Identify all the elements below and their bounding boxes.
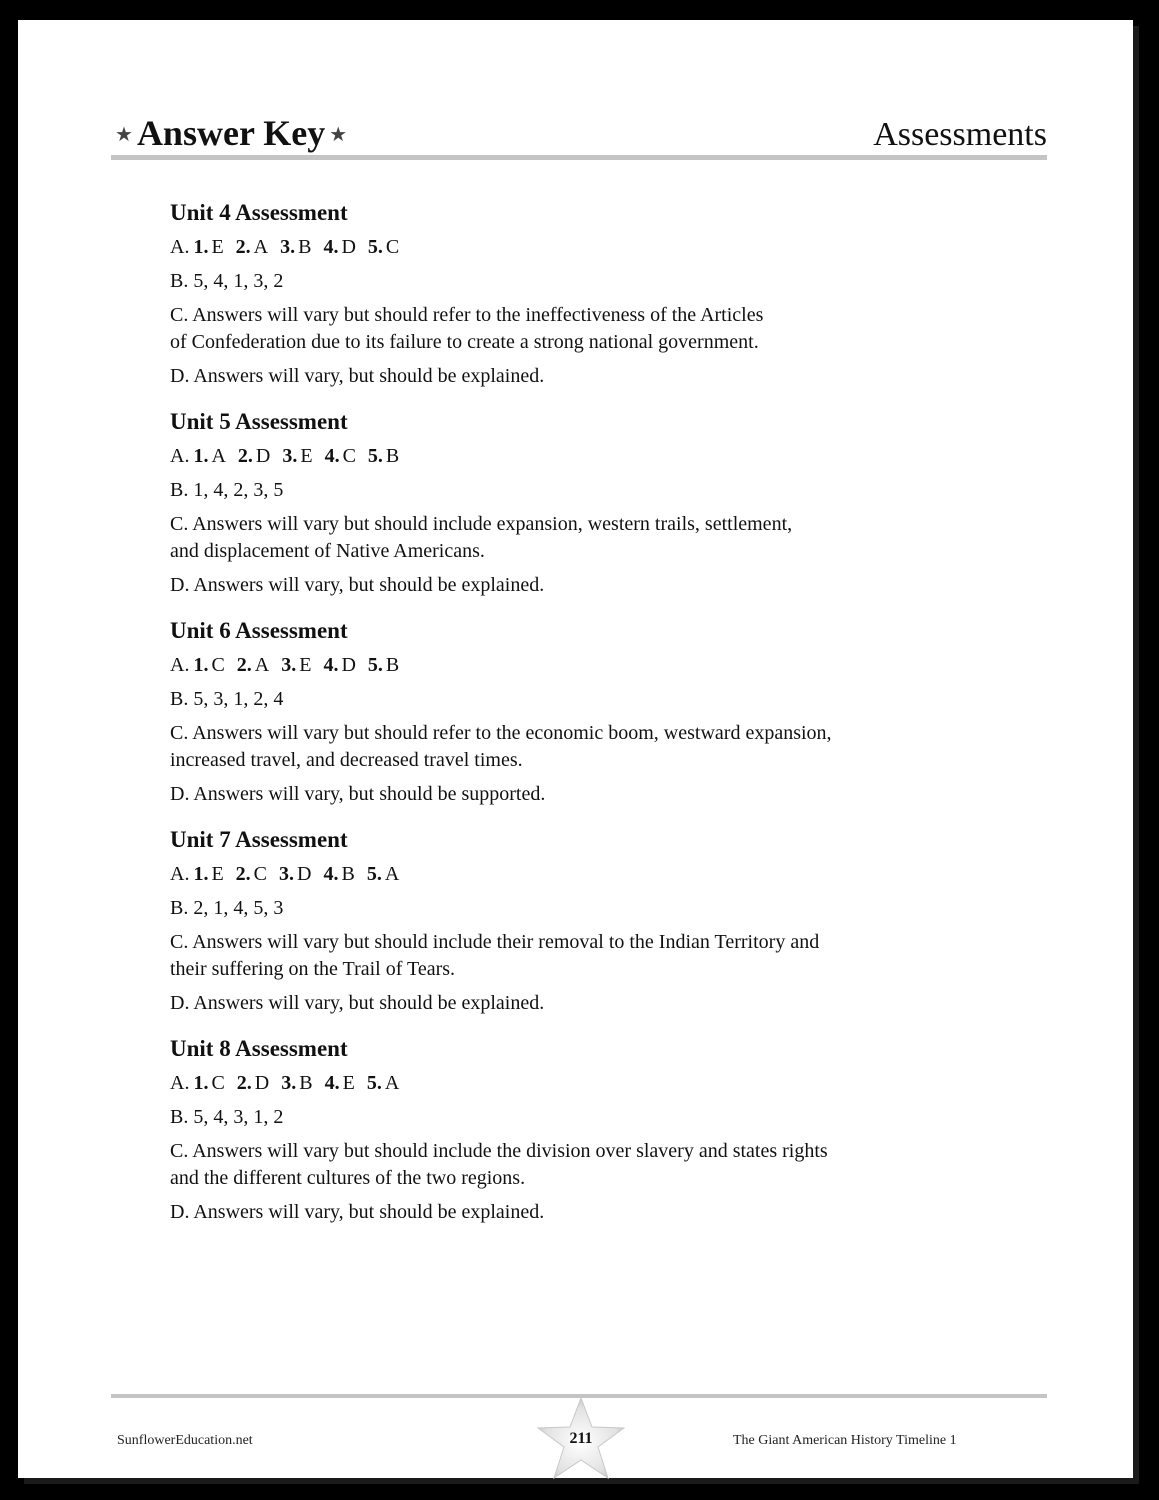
answer-letter: E xyxy=(300,445,313,467)
header-left xyxy=(111,112,351,154)
answer-item xyxy=(237,1072,269,1094)
unit-section xyxy=(170,200,970,390)
answer-letter: D xyxy=(297,863,312,885)
footer-website: SunflowerEducation.net xyxy=(117,1433,253,1448)
answer-number: 1. xyxy=(193,445,209,467)
part-b-answer: B. 2, 1, 4, 5, 3 xyxy=(170,897,284,919)
answer-number: 5. xyxy=(367,445,383,467)
part-a-answers xyxy=(170,443,970,470)
part-b-answer: B. 5, 4, 3, 1, 2 xyxy=(170,1106,284,1128)
part-c-answer xyxy=(170,720,970,774)
unit-title: Unit 4 Assessment xyxy=(170,200,348,225)
answer-item xyxy=(323,236,355,258)
unit-section xyxy=(170,1036,970,1226)
part-c-line: and the different cultures of the two regions. xyxy=(170,1167,526,1189)
answer-item xyxy=(280,236,311,258)
answer-key-content xyxy=(170,200,970,1245)
part-a-answers xyxy=(170,652,970,679)
answer-number: 4. xyxy=(323,654,339,676)
answer-number: 5. xyxy=(367,654,383,676)
answer-number: 3. xyxy=(281,654,297,676)
star-icon: ★ xyxy=(329,122,348,146)
page-number: 211 xyxy=(569,1430,593,1447)
answer-letter: C xyxy=(211,654,225,676)
part-c-line: C. Answers will vary but should refer to the ineffectiveness of the Articles xyxy=(170,304,764,326)
part-a-prefix: A. xyxy=(170,236,190,258)
part-c-line: their suffering on the Trail of Tears. xyxy=(170,958,456,980)
part-c-answer xyxy=(170,511,970,565)
unit-section xyxy=(170,618,970,808)
answer-item xyxy=(368,236,399,258)
answer-letter: E xyxy=(342,1072,355,1094)
answer-item xyxy=(325,445,356,467)
unit-section xyxy=(170,409,970,599)
answer-item xyxy=(279,863,311,885)
unit-title: Unit 7 Assessment xyxy=(170,827,348,852)
unit-title: Unit 6 Assessment xyxy=(170,618,348,643)
answer-item xyxy=(281,1072,312,1094)
part-c-answer xyxy=(170,1138,970,1192)
part-a-prefix: A. xyxy=(170,863,190,885)
answer-item xyxy=(193,654,224,676)
answer-item xyxy=(323,654,355,676)
part-c-line: C. Answers will vary but should refer to the economic boom, westward expansion, xyxy=(170,722,832,744)
part-d-answer: D. Answers will vary, but should be explained. xyxy=(170,1201,545,1223)
unit-title: Unit 8 Assessment xyxy=(170,1036,348,1061)
answer-number: 4. xyxy=(324,445,340,467)
answer-letter: E xyxy=(299,654,312,676)
part-c-line: C. Answers will vary but should include expansion, western trails, settlement, xyxy=(170,513,793,535)
answer-item xyxy=(367,1072,399,1094)
answer-letter: A xyxy=(384,1072,400,1094)
answer-number: 2. xyxy=(235,236,251,258)
answer-item xyxy=(237,654,269,676)
answer-letter: D xyxy=(341,236,356,258)
answer-number: 5. xyxy=(367,236,383,258)
part-b-answer: B. 5, 4, 1, 3, 2 xyxy=(170,270,284,292)
answer-item xyxy=(323,863,354,885)
answer-number: 3. xyxy=(280,236,296,258)
part-a-answers xyxy=(170,234,970,261)
answer-item xyxy=(236,236,268,258)
answer-number: 3. xyxy=(282,445,298,467)
answer-number: 4. xyxy=(324,1072,340,1094)
part-c-line: C. Answers will vary but should include their removal to the Indian Territory and xyxy=(170,931,820,953)
part-a-prefix: A. xyxy=(170,1072,190,1094)
answer-letter: B xyxy=(385,654,400,676)
part-c-line: of Confederation due to its failure to create a strong national government. xyxy=(170,331,759,353)
answer-letter: C xyxy=(385,236,400,258)
answer-number: 3. xyxy=(281,1072,297,1094)
answer-item xyxy=(236,863,267,885)
answer-item xyxy=(193,1072,224,1094)
answer-letter: D xyxy=(255,445,271,467)
part-d-answer: D. Answers will vary, but should be explained. xyxy=(170,574,545,596)
part-c-line: increased travel, and decreased travel times. xyxy=(170,749,523,771)
answer-number: 4. xyxy=(323,236,339,258)
answer-item xyxy=(193,445,225,467)
answer-letter: B xyxy=(385,445,400,467)
answer-letter: B xyxy=(341,863,355,885)
answer-letter: D xyxy=(341,654,356,676)
answer-number: 5. xyxy=(366,1072,382,1094)
answer-number: 1. xyxy=(193,236,209,258)
part-d-answer: D. Answers will vary, but should be explained. xyxy=(170,992,545,1014)
answer-letter: A xyxy=(253,236,269,258)
page-header xyxy=(111,96,1047,158)
answer-letter: C xyxy=(342,445,356,467)
part-c-line: and displacement of Native Americans. xyxy=(170,540,485,562)
part-b-answer: B. 1, 4, 2, 3, 5 xyxy=(170,479,284,501)
answer-letter: B xyxy=(299,1072,313,1094)
footer-book-title: The Giant American History Timeline 1 xyxy=(733,1433,957,1448)
document-page xyxy=(18,20,1133,1478)
star-icon: ★ xyxy=(115,122,133,146)
section-title: Assessments xyxy=(873,116,1047,153)
answer-item xyxy=(367,863,399,885)
answer-number: 5. xyxy=(366,863,382,885)
part-c-answer xyxy=(170,929,970,983)
part-a-answers xyxy=(170,1070,970,1097)
answer-number: 2. xyxy=(237,445,253,467)
answer-letter: C xyxy=(211,1072,225,1094)
answer-number: 1. xyxy=(193,863,209,885)
answer-item xyxy=(281,654,311,676)
answer-number: 3. xyxy=(279,863,295,885)
answer-number: 2. xyxy=(236,654,252,676)
answer-item xyxy=(325,1072,355,1094)
unit-section xyxy=(170,827,970,1017)
answer-letter: E xyxy=(211,863,224,885)
part-c-answer xyxy=(170,302,970,356)
part-a-prefix: A. xyxy=(170,654,190,676)
answer-number: 2. xyxy=(235,863,251,885)
answer-letter: D xyxy=(254,1072,270,1094)
answer-item xyxy=(368,445,399,467)
answer-letter: B xyxy=(298,236,312,258)
answer-letter: A xyxy=(254,654,270,676)
part-b-answer: B. 5, 3, 1, 2, 4 xyxy=(170,688,284,710)
unit-title: Unit 5 Assessment xyxy=(170,409,348,434)
answer-letter: E xyxy=(211,236,224,258)
answer-number: 1. xyxy=(193,1072,209,1094)
answer-letter: A xyxy=(384,863,400,885)
answer-letter: C xyxy=(253,863,268,885)
part-c-line: C. Answers will vary but should include the division over slavery and states rights xyxy=(170,1140,828,1162)
answer-item xyxy=(368,654,399,676)
answer-number: 4. xyxy=(323,863,339,885)
answer-item xyxy=(238,445,270,467)
answer-letter: A xyxy=(211,445,226,467)
part-a-answers xyxy=(170,861,970,888)
page-title: Answer Key xyxy=(136,113,326,153)
answer-item xyxy=(193,236,223,258)
part-a-prefix: A. xyxy=(170,445,190,467)
part-d-answer: D. Answers will vary, but should be supported. xyxy=(170,783,546,805)
answer-item xyxy=(282,445,312,467)
answer-number: 2. xyxy=(236,1072,252,1094)
part-d-answer: D. Answers will vary, but should be explained. xyxy=(170,365,545,387)
answer-item xyxy=(193,863,223,885)
answer-number: 1. xyxy=(193,654,209,676)
header-divider xyxy=(111,155,1047,160)
